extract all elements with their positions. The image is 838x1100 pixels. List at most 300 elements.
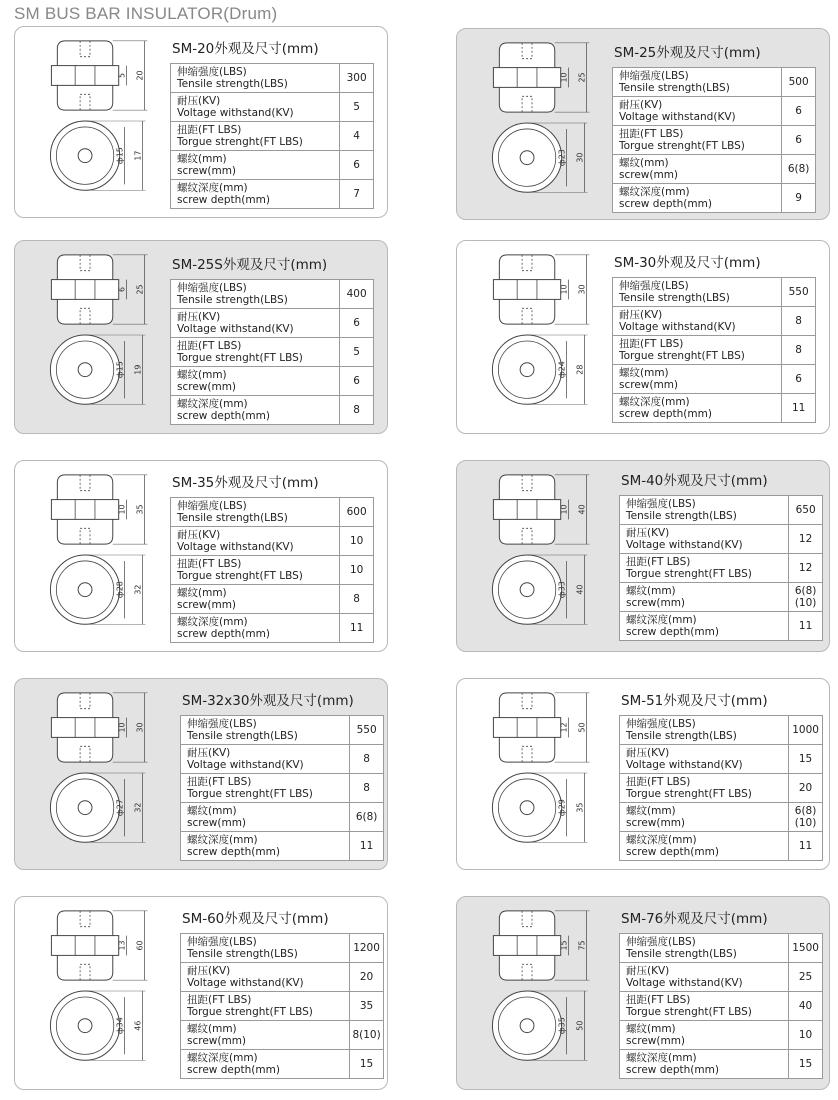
insulator-diagram xyxy=(15,241,165,433)
spec-label xyxy=(171,122,340,151)
spec-label xyxy=(181,832,350,861)
spec-value: 6 xyxy=(782,126,816,155)
spec-row-torque xyxy=(171,556,374,585)
spec-label-cn: 螺纹(mm) xyxy=(187,805,237,817)
model-title: SM-25S外观及尺寸(mm) xyxy=(172,257,328,273)
spec-row-tensile xyxy=(620,716,823,745)
side-dimension-lines xyxy=(555,911,590,980)
spec-panel xyxy=(170,253,379,425)
model-title: SM-60外观及尺寸(mm) xyxy=(182,911,329,927)
spec-value: 6 xyxy=(782,97,816,126)
spec-label-en: Torgue strenght(FT LBS) xyxy=(619,350,745,362)
insulator-side-view xyxy=(493,43,560,112)
spec-label xyxy=(171,338,340,367)
spec-value: 8(10) xyxy=(350,1021,384,1050)
spec-label xyxy=(171,396,340,425)
spec-value: 300 xyxy=(340,64,374,93)
spec-value: 12 xyxy=(789,525,823,554)
spec-value: 10 xyxy=(340,556,374,585)
spec-label-en: screw depth(mm) xyxy=(187,846,280,858)
spec-row-voltage xyxy=(613,97,816,126)
spec-label-cn: 螺纹(mm) xyxy=(177,369,227,381)
spec-row-tensile xyxy=(181,716,384,745)
spec-table xyxy=(619,495,823,641)
dim-mid-label: 10 xyxy=(559,504,569,515)
spec-table xyxy=(612,67,816,213)
spec-label-cn: 扭距(FT LBS) xyxy=(187,776,252,788)
spec-panel xyxy=(619,907,821,1079)
spec-label-en: screw(mm) xyxy=(177,599,237,611)
side-dimension-lines xyxy=(113,475,148,544)
insulator-drawing xyxy=(457,241,607,433)
side-dimension-lines xyxy=(113,41,148,110)
insulator-top-view xyxy=(492,773,587,842)
dim-height-label: 20 xyxy=(135,70,145,81)
spec-value: 10 xyxy=(789,1021,823,1050)
spec-row-torque xyxy=(613,336,816,365)
product-card xyxy=(456,678,830,870)
spec-label xyxy=(613,97,782,126)
product-card xyxy=(456,896,830,1090)
dim-mid-label: 15 xyxy=(559,940,569,951)
spec-row-screw-depth xyxy=(620,832,823,861)
insulator-drawing xyxy=(15,27,165,217)
insulator-top-view xyxy=(50,121,145,190)
insulator-side-view xyxy=(493,475,560,544)
side-dimension-lines xyxy=(113,911,148,980)
dim-inner-label: ф15 xyxy=(115,147,125,165)
spec-value: 6(8) xyxy=(350,803,384,832)
model-title: SM-20外观及尺寸(mm) xyxy=(172,41,319,57)
spec-value: 15 xyxy=(789,745,823,774)
spec-label-en: screw depth(mm) xyxy=(177,194,270,206)
spec-row-screw-depth xyxy=(171,614,374,643)
spec-label xyxy=(171,367,340,396)
spec-label xyxy=(620,992,789,1021)
spec-label-cn: 耐压(KV) xyxy=(177,529,221,541)
model-title: SM-32x30外观及尺寸(mm) xyxy=(182,693,354,709)
spec-label-cn: 螺纹(mm) xyxy=(626,1023,676,1035)
spec-label-cn: 螺纹深度(mm) xyxy=(177,182,248,194)
insulator-top-view xyxy=(50,555,145,624)
spec-label xyxy=(181,745,350,774)
spec-panel xyxy=(612,251,821,423)
spec-row-voltage xyxy=(613,307,816,336)
spec-row-screw xyxy=(181,803,384,832)
spec-label-en: screw(mm) xyxy=(177,165,237,177)
spec-label-en: screw(mm) xyxy=(187,1035,247,1047)
dim-outer-label: 28 xyxy=(575,364,585,375)
spec-label-en: Voltage withstand(KV) xyxy=(626,539,743,551)
spec-value: 1200 xyxy=(350,934,384,963)
spec-label xyxy=(171,585,340,614)
dim-height-label: 50 xyxy=(577,722,587,733)
dim-mid-label: 12 xyxy=(559,722,569,733)
model-title: SM-25外观及尺寸(mm) xyxy=(614,45,761,61)
spec-label-en: screw depth(mm) xyxy=(187,1064,280,1076)
spec-label xyxy=(620,963,789,992)
spec-label xyxy=(620,496,789,525)
spec-row-torque xyxy=(620,992,823,1021)
insulator-drawing xyxy=(457,29,607,219)
spec-row-screw-depth xyxy=(613,394,816,423)
dim-mid-label: 10 xyxy=(559,72,569,83)
spec-label xyxy=(620,612,789,641)
spec-value: 500 xyxy=(782,68,816,97)
spec-label-en: Tensile strength(LBS) xyxy=(177,78,288,90)
spec-value: 600 xyxy=(340,498,374,527)
side-dimension-lines xyxy=(113,693,148,762)
spec-value: 5 xyxy=(340,93,374,122)
spec-label-en: Voltage withstand(KV) xyxy=(177,541,294,553)
spec-row-screw xyxy=(620,803,823,832)
spec-label xyxy=(613,68,782,97)
dim-outer-label: 35 xyxy=(575,802,585,813)
spec-value: 15 xyxy=(350,1050,384,1079)
insulator-side-view xyxy=(51,911,118,980)
spec-label-en: screw(mm) xyxy=(177,381,237,393)
insulator-side-view xyxy=(493,693,560,762)
spec-label-en: screw depth(mm) xyxy=(177,410,270,422)
spec-row-torque xyxy=(613,126,816,155)
dim-mid-label: 5 xyxy=(117,72,127,79)
spec-row-screw xyxy=(613,155,816,184)
spec-label xyxy=(181,774,350,803)
spec-label-en: screw(mm) xyxy=(626,597,686,609)
dim-inner-label: ф34 xyxy=(115,1017,125,1035)
spec-value: 7 xyxy=(340,180,374,209)
spec-label-cn: 耐压(KV) xyxy=(626,527,670,539)
spec-row-voltage xyxy=(171,527,374,556)
model-title: SM-40外观及尺寸(mm) xyxy=(621,473,768,489)
spec-label xyxy=(613,307,782,336)
spec-row-screw xyxy=(171,151,374,180)
spec-label-en: Voltage withstand(KV) xyxy=(187,977,304,989)
dim-inner-label: ф15 xyxy=(115,361,125,379)
dim-mid-label: 13 xyxy=(117,940,127,951)
dim-outer-label: 17 xyxy=(133,150,143,161)
spec-label xyxy=(620,554,789,583)
spec-value: 40 xyxy=(789,992,823,1021)
spec-label-en: screw(mm) xyxy=(187,817,247,829)
spec-label-en: Tensile strength(LBS) xyxy=(187,948,298,960)
insulator-drawing xyxy=(15,241,165,433)
spec-value: 550 xyxy=(782,278,816,307)
insulator-top-view xyxy=(492,991,587,1060)
spec-label-cn: 螺纹(mm) xyxy=(619,367,669,379)
spec-label xyxy=(181,992,350,1021)
spec-value: 5 xyxy=(340,338,374,367)
spec-label xyxy=(171,64,340,93)
insulator-drawing xyxy=(15,461,165,651)
spec-label-en: screw(mm) xyxy=(619,379,679,391)
insulator-top-view xyxy=(50,335,145,404)
dim-outer-label: 32 xyxy=(133,802,143,813)
spec-label-en: screw depth(mm) xyxy=(619,408,712,420)
spec-label xyxy=(171,180,340,209)
product-card xyxy=(14,896,388,1090)
spec-row-screw xyxy=(181,1021,384,1050)
spec-value: 25 xyxy=(789,963,823,992)
spec-panel xyxy=(612,41,821,213)
spec-row-voltage xyxy=(620,525,823,554)
insulator-drawing xyxy=(15,679,165,869)
spec-label-en: Tensile strength(LBS) xyxy=(619,292,730,304)
spec-label xyxy=(181,803,350,832)
spec-panel xyxy=(170,37,379,209)
spec-label-en: Voltage withstand(KV) xyxy=(187,759,304,771)
spec-label-cn: 伸缩强度(LBS) xyxy=(626,718,696,730)
side-dimension-lines xyxy=(113,255,148,324)
spec-label-en: Torgue strenght(FT LBS) xyxy=(177,136,303,148)
spec-value: 11 xyxy=(350,832,384,861)
spec-panel xyxy=(619,689,821,861)
spec-value: 8 xyxy=(782,336,816,365)
spec-value: 4 xyxy=(340,122,374,151)
spec-label-en: Torgue strenght(FT LBS) xyxy=(626,568,752,580)
spec-label-cn: 扭距(FT LBS) xyxy=(177,558,242,570)
spec-label xyxy=(620,525,789,554)
spec-label-cn: 螺纹深度(mm) xyxy=(177,616,248,628)
spec-value: 8 xyxy=(782,307,816,336)
spec-row-torque xyxy=(181,992,384,1021)
spec-label-cn: 伸缩强度(LBS) xyxy=(619,70,689,82)
insulator-side-view xyxy=(51,693,118,762)
spec-label-cn: 耐压(KV) xyxy=(619,309,663,321)
spec-label-en: screw depth(mm) xyxy=(626,846,719,858)
spec-label xyxy=(171,309,340,338)
spec-label-en: Tensile strength(LBS) xyxy=(626,510,737,522)
insulator-diagram xyxy=(457,897,607,1089)
spec-value: 11 xyxy=(782,394,816,423)
side-dimension-lines xyxy=(555,693,590,762)
spec-row-torque xyxy=(171,122,374,151)
spec-label-en: screw(mm) xyxy=(619,169,679,181)
dim-inner-label: ф27 xyxy=(115,799,125,817)
spec-value: 1000 xyxy=(789,716,823,745)
spec-label xyxy=(171,527,340,556)
spec-value: 650 xyxy=(789,496,823,525)
spec-label-en: Tensile strength(LBS) xyxy=(626,730,737,742)
spec-label-en: Voltage withstand(KV) xyxy=(626,977,743,989)
spec-value: 8 xyxy=(350,774,384,803)
spec-row-tensile xyxy=(620,934,823,963)
spec-label xyxy=(613,278,782,307)
spec-label xyxy=(620,832,789,861)
spec-label xyxy=(181,1021,350,1050)
spec-label-cn: 伸缩强度(LBS) xyxy=(177,282,247,294)
spec-label-cn: 螺纹(mm) xyxy=(187,1023,237,1035)
spec-row-screw-depth xyxy=(620,1050,823,1079)
spec-row-screw-depth xyxy=(613,184,816,213)
product-card xyxy=(456,460,830,652)
spec-label-cn: 螺纹(mm) xyxy=(626,805,676,817)
spec-label xyxy=(613,155,782,184)
spec-label-cn: 螺纹深度(mm) xyxy=(619,186,690,198)
spec-label xyxy=(613,184,782,213)
product-card xyxy=(456,240,830,434)
spec-label-cn: 螺纹(mm) xyxy=(177,587,227,599)
spec-label-en: Torgue strenght(FT LBS) xyxy=(187,788,313,800)
spec-label xyxy=(181,934,350,963)
spec-table xyxy=(612,277,816,423)
insulator-diagram xyxy=(15,897,165,1089)
spec-label-en: Voltage withstand(KV) xyxy=(177,323,294,335)
spec-label-cn: 耐压(KV) xyxy=(177,311,221,323)
spec-label-cn: 伸缩强度(LBS) xyxy=(619,280,689,292)
spec-label-en: Torgue strenght(FT LBS) xyxy=(177,570,303,582)
spec-row-screw xyxy=(620,1021,823,1050)
spec-label-cn: 螺纹深度(mm) xyxy=(626,1052,697,1064)
spec-label-en: Tensile strength(LBS) xyxy=(619,82,730,94)
spec-label-cn: 伸缩强度(LBS) xyxy=(177,66,247,78)
insulator-top-view xyxy=(50,991,145,1060)
spec-label-cn: 扭距(FT LBS) xyxy=(187,994,252,1006)
spec-row-screw-depth xyxy=(181,1050,384,1079)
spec-panel xyxy=(170,471,379,643)
spec-label-cn: 耐压(KV) xyxy=(619,99,663,111)
insulator-side-view xyxy=(493,911,560,980)
spec-label-cn: 扭距(FT LBS) xyxy=(619,128,684,140)
spec-label-cn: 扭距(FT LBS) xyxy=(177,124,242,136)
spec-label-cn: 螺纹深度(mm) xyxy=(626,614,697,626)
spec-value: 20 xyxy=(789,774,823,803)
spec-label xyxy=(171,556,340,585)
spec-label-en: Torgue strenght(FT LBS) xyxy=(177,352,303,364)
spec-table xyxy=(170,497,374,643)
spec-label-cn: 伸缩强度(LBS) xyxy=(187,936,257,948)
spec-label-cn: 伸缩强度(LBS) xyxy=(177,500,247,512)
product-card xyxy=(14,678,388,870)
insulator-drawing xyxy=(457,897,607,1089)
spec-label-cn: 耐压(KV) xyxy=(187,965,231,977)
spec-row-tensile xyxy=(171,280,374,309)
spec-label-cn: 扭距(FT LBS) xyxy=(626,556,691,568)
spec-label xyxy=(620,803,789,832)
insulator-diagram xyxy=(457,29,607,219)
dim-height-label: 75 xyxy=(577,940,587,951)
spec-label-cn: 螺纹深度(mm) xyxy=(619,396,690,408)
dim-mid-label: 6 xyxy=(117,286,127,293)
spec-row-torque xyxy=(171,338,374,367)
dim-outer-label: 40 xyxy=(575,584,585,595)
product-card xyxy=(14,460,388,652)
model-title: SM-30外观及尺寸(mm) xyxy=(614,255,761,271)
dim-mid-label: 10 xyxy=(559,284,569,295)
spec-row-voltage xyxy=(171,309,374,338)
spec-label xyxy=(620,583,789,612)
spec-row-screw-depth xyxy=(171,180,374,209)
dim-inner-label: ф29 xyxy=(557,799,567,817)
spec-label xyxy=(171,93,340,122)
dim-height-label: 35 xyxy=(135,504,145,515)
spec-value: 35 xyxy=(350,992,384,1021)
spec-label-cn: 耐压(KV) xyxy=(187,747,231,759)
spec-row-voltage xyxy=(181,745,384,774)
product-card xyxy=(456,28,830,220)
spec-label-en: screw depth(mm) xyxy=(626,626,719,638)
spec-value: 10 xyxy=(340,527,374,556)
spec-label-cn: 伸缩强度(LBS) xyxy=(187,718,257,730)
spec-label xyxy=(620,1050,789,1079)
dim-outer-label: 50 xyxy=(575,1020,585,1031)
spec-value: 9 xyxy=(782,184,816,213)
spec-label-cn: 螺纹(mm) xyxy=(619,157,669,169)
spec-label xyxy=(620,745,789,774)
spec-label-en: Torgue strenght(FT LBS) xyxy=(187,1006,313,1018)
spec-value: 6 xyxy=(340,309,374,338)
insulator-top-view xyxy=(492,555,587,624)
spec-row-screw xyxy=(613,365,816,394)
spec-label-en: Voltage withstand(KV) xyxy=(619,111,736,123)
spec-value: 550 xyxy=(350,716,384,745)
spec-label-en: Voltage withstand(KV) xyxy=(177,107,294,119)
spec-label xyxy=(613,336,782,365)
spec-value: 11 xyxy=(789,832,823,861)
spec-label-en: Tensile strength(LBS) xyxy=(177,294,288,306)
spec-value: 6 xyxy=(340,151,374,180)
spec-row-torque xyxy=(181,774,384,803)
dim-height-label: 25 xyxy=(135,284,145,295)
insulator-side-view xyxy=(493,255,560,324)
side-dimension-lines xyxy=(555,255,590,324)
spec-table xyxy=(170,279,374,425)
spec-row-screw xyxy=(171,367,374,396)
spec-label-cn: 扭距(FT LBS) xyxy=(626,776,691,788)
spec-label-cn: 扭距(FT LBS) xyxy=(177,340,242,352)
dim-height-label: 30 xyxy=(135,722,145,733)
spec-row-screw xyxy=(171,585,374,614)
spec-label-en: screw depth(mm) xyxy=(626,1064,719,1076)
spec-value: 1500 xyxy=(789,934,823,963)
spec-label xyxy=(620,1021,789,1050)
insulator-diagram xyxy=(15,679,165,869)
spec-label-en: screw(mm) xyxy=(626,1035,686,1047)
spec-row-tensile xyxy=(620,496,823,525)
spec-label xyxy=(181,716,350,745)
insulator-diagram xyxy=(457,241,607,433)
spec-label-cn: 螺纹深度(mm) xyxy=(187,1052,258,1064)
spec-row-voltage xyxy=(171,93,374,122)
spec-value: 6 xyxy=(782,365,816,394)
dim-height-label: 30 xyxy=(577,284,587,295)
dim-inner-label: ф33 xyxy=(557,581,567,599)
spec-label-en: screw depth(mm) xyxy=(619,198,712,210)
spec-row-screw-depth xyxy=(171,396,374,425)
spec-label xyxy=(620,934,789,963)
spec-label-en: Tensile strength(LBS) xyxy=(187,730,298,742)
spec-value: 20 xyxy=(350,963,384,992)
spec-row-tensile xyxy=(171,64,374,93)
insulator-side-view xyxy=(51,255,118,324)
spec-label xyxy=(620,716,789,745)
spec-label-cn: 螺纹(mm) xyxy=(177,153,227,165)
spec-table xyxy=(619,933,823,1079)
spec-label xyxy=(613,394,782,423)
page-title: SM BUS BAR INSULATOR(Drum) xyxy=(14,4,278,23)
spec-label-en: Torgue strenght(FT LBS) xyxy=(626,1006,752,1018)
spec-row-tensile xyxy=(181,934,384,963)
insulator-top-view xyxy=(50,773,145,842)
side-dimension-lines xyxy=(555,43,590,112)
spec-value: 6(8)(10) xyxy=(789,583,823,612)
spec-label xyxy=(613,126,782,155)
spec-value: 8 xyxy=(350,745,384,774)
spec-label-cn: 伸缩强度(LBS) xyxy=(626,936,696,948)
spec-label-en: Tensile strength(LBS) xyxy=(626,948,737,960)
spec-label-en: Tensile strength(LBS) xyxy=(177,512,288,524)
spec-label-cn: 螺纹(mm) xyxy=(626,585,676,597)
